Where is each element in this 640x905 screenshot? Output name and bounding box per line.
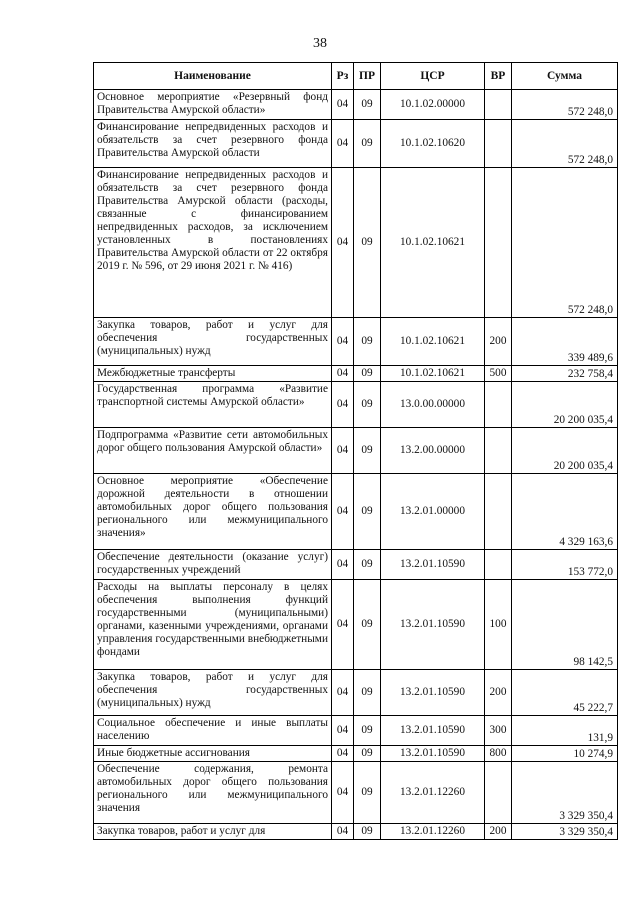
row-pr: 09 xyxy=(354,382,381,428)
row-name: Расходы на выплаты персоналу в целях обеспечения выполнения функций государственными (муниципальными) органами, казенными учреждениями, органами управления государственными внебюджетными фондами xyxy=(94,580,332,670)
table-row xyxy=(94,746,618,762)
row-csr: 13.2.01.12260 xyxy=(381,762,485,824)
row-sum: 4 329 163,6 xyxy=(512,474,618,550)
row-name: Основное мероприятие «Обеспечение дорожной деятельности в отношении автомобильных дорог общего пользования регионального или межмуниципального значения» xyxy=(94,474,332,550)
row-sum: 572 248,0 xyxy=(512,120,618,168)
row-rz: 04 xyxy=(332,120,354,168)
row-vr xyxy=(485,382,512,428)
row-name: Государственная программа «Развитие транспортной системы Амурской области» xyxy=(94,382,332,428)
row-rz: 04 xyxy=(332,762,354,824)
row-pr: 09 xyxy=(354,580,381,670)
row-rz: 04 xyxy=(332,428,354,474)
row-vr: 100 xyxy=(485,580,512,670)
row-csr: 13.2.01.10590 xyxy=(381,716,485,746)
row-rz: 04 xyxy=(332,366,354,382)
row-rz: 04 xyxy=(332,824,354,840)
row-sum: 572 248,0 xyxy=(512,168,618,318)
table-header-row xyxy=(94,63,618,90)
row-vr xyxy=(485,120,512,168)
row-rz: 04 xyxy=(332,550,354,580)
table-row xyxy=(94,366,618,382)
row-csr: 13.0.00.00000 xyxy=(381,382,485,428)
row-pr: 09 xyxy=(354,428,381,474)
table-row xyxy=(94,382,618,428)
row-vr xyxy=(485,474,512,550)
header-rz: Рз xyxy=(332,63,354,90)
row-csr: 13.2.01.12260 xyxy=(381,824,485,840)
row-pr: 09 xyxy=(354,716,381,746)
row-name: Обеспечение деятельности (оказание услуг) государственных учреждений xyxy=(94,550,332,580)
table-row xyxy=(94,90,618,120)
row-name: Финансирование непредвиденных расходов и обязательств за счет резервного фонда Правительства Амурской области xyxy=(94,120,332,168)
row-name: Закупка товаров, работ и услуг для обеспечения государственных (муниципальных) нужд xyxy=(94,318,332,366)
table-row xyxy=(94,580,618,670)
table-row xyxy=(94,550,618,580)
row-csr: 13.2.01.10590 xyxy=(381,550,485,580)
row-vr xyxy=(485,168,512,318)
row-rz: 04 xyxy=(332,318,354,366)
row-name: Закупка товаров, работ и услуг для xyxy=(94,824,332,840)
row-pr: 09 xyxy=(354,474,381,550)
row-name: Финансирование непредвиденных расходов и обязательств за счет резервного фонда Правительства Амурской области (расходы, связанные с финансированием непредвиденных расходов, за исключением установленных в постановлениях Правительства Амурской области от 22 октября 2019 г. № 596, от 29 июня 2021 г. № 416) xyxy=(94,168,332,318)
row-pr: 09 xyxy=(354,318,381,366)
row-pr: 09 xyxy=(354,824,381,840)
row-sum: 45 222,7 xyxy=(512,670,618,716)
table-row xyxy=(94,762,618,824)
row-pr: 09 xyxy=(354,168,381,318)
row-vr xyxy=(485,90,512,120)
table-row xyxy=(94,120,618,168)
budget-table xyxy=(93,62,618,840)
row-name: Социальное обеспечение и иные выплаты населению xyxy=(94,716,332,746)
row-name: Иные бюджетные ассигнования xyxy=(94,746,332,762)
page-number: 38 xyxy=(313,36,327,51)
row-sum: 339 489,6 xyxy=(512,318,618,366)
row-vr: 200 xyxy=(485,318,512,366)
row-pr: 09 xyxy=(354,762,381,824)
row-vr: 200 xyxy=(485,670,512,716)
header-csr: ЦСР xyxy=(381,63,485,90)
table-row xyxy=(94,428,618,474)
row-csr: 10.1.02.00000 xyxy=(381,90,485,120)
row-sum: 3 329 350,4 xyxy=(512,824,618,840)
row-vr: 200 xyxy=(485,824,512,840)
row-rz: 04 xyxy=(332,382,354,428)
table-row xyxy=(94,168,618,318)
row-vr: 800 xyxy=(485,746,512,762)
row-pr: 09 xyxy=(354,670,381,716)
row-csr: 13.2.01.00000 xyxy=(381,474,485,550)
table-row xyxy=(94,670,618,716)
row-name: Обеспечение содержания, ремонта автомобильных дорог общего пользования регионального или межмуниципального значения xyxy=(94,762,332,824)
row-vr xyxy=(485,550,512,580)
row-rz: 04 xyxy=(332,580,354,670)
row-sum: 10 274,9 xyxy=(512,746,618,762)
row-vr: 500 xyxy=(485,366,512,382)
row-csr: 10.1.02.10621 xyxy=(381,366,485,382)
row-sum: 131,9 xyxy=(512,716,618,746)
row-sum: 20 200 035,4 xyxy=(512,428,618,474)
header-name: Наименование xyxy=(94,63,332,90)
table-row xyxy=(94,474,618,550)
table-body xyxy=(94,90,618,840)
row-sum: 572 248,0 xyxy=(512,90,618,120)
row-rz: 04 xyxy=(332,168,354,318)
header-sum: Сумма xyxy=(512,63,618,90)
row-sum: 20 200 035,4 xyxy=(512,382,618,428)
row-pr: 09 xyxy=(354,746,381,762)
row-csr: 13.2.01.10590 xyxy=(381,746,485,762)
row-pr: 09 xyxy=(354,366,381,382)
table-row xyxy=(94,318,618,366)
row-name: Закупка товаров, работ и услуг для обеспечения государственных (муниципальных) нужд xyxy=(94,670,332,716)
row-sum: 98 142,5 xyxy=(512,580,618,670)
row-rz: 04 xyxy=(332,90,354,120)
row-name: Основное мероприятие «Резервный фонд Правительства Амурской области» xyxy=(94,90,332,120)
row-rz: 04 xyxy=(332,716,354,746)
row-pr: 09 xyxy=(354,550,381,580)
row-name: Подпрограмма «Развитие сети автомобильных дорог общего пользования Амурской области» xyxy=(94,428,332,474)
row-vr: 300 xyxy=(485,716,512,746)
row-csr: 13.2.01.10590 xyxy=(381,580,485,670)
row-pr: 09 xyxy=(354,90,381,120)
header-vr: ВР xyxy=(485,63,512,90)
row-csr: 10.1.02.10621 xyxy=(381,318,485,366)
row-sum: 3 329 350,4 xyxy=(512,762,618,824)
row-sum: 232 758,4 xyxy=(512,366,618,382)
row-vr xyxy=(485,428,512,474)
table-row xyxy=(94,716,618,746)
row-name: Межбюджетные трансферты xyxy=(94,366,332,382)
row-csr: 13.2.01.10590 xyxy=(381,670,485,716)
table-row xyxy=(94,824,618,840)
row-rz: 04 xyxy=(332,670,354,716)
row-rz: 04 xyxy=(332,746,354,762)
row-rz: 04 xyxy=(332,474,354,550)
row-csr: 10.1.02.10621 xyxy=(381,168,485,318)
row-csr: 10.1.02.10620 xyxy=(381,120,485,168)
row-pr: 09 xyxy=(354,120,381,168)
row-vr xyxy=(485,762,512,824)
header-pr: ПР xyxy=(354,63,381,90)
row-sum: 153 772,0 xyxy=(512,550,618,580)
row-csr: 13.2.00.00000 xyxy=(381,428,485,474)
